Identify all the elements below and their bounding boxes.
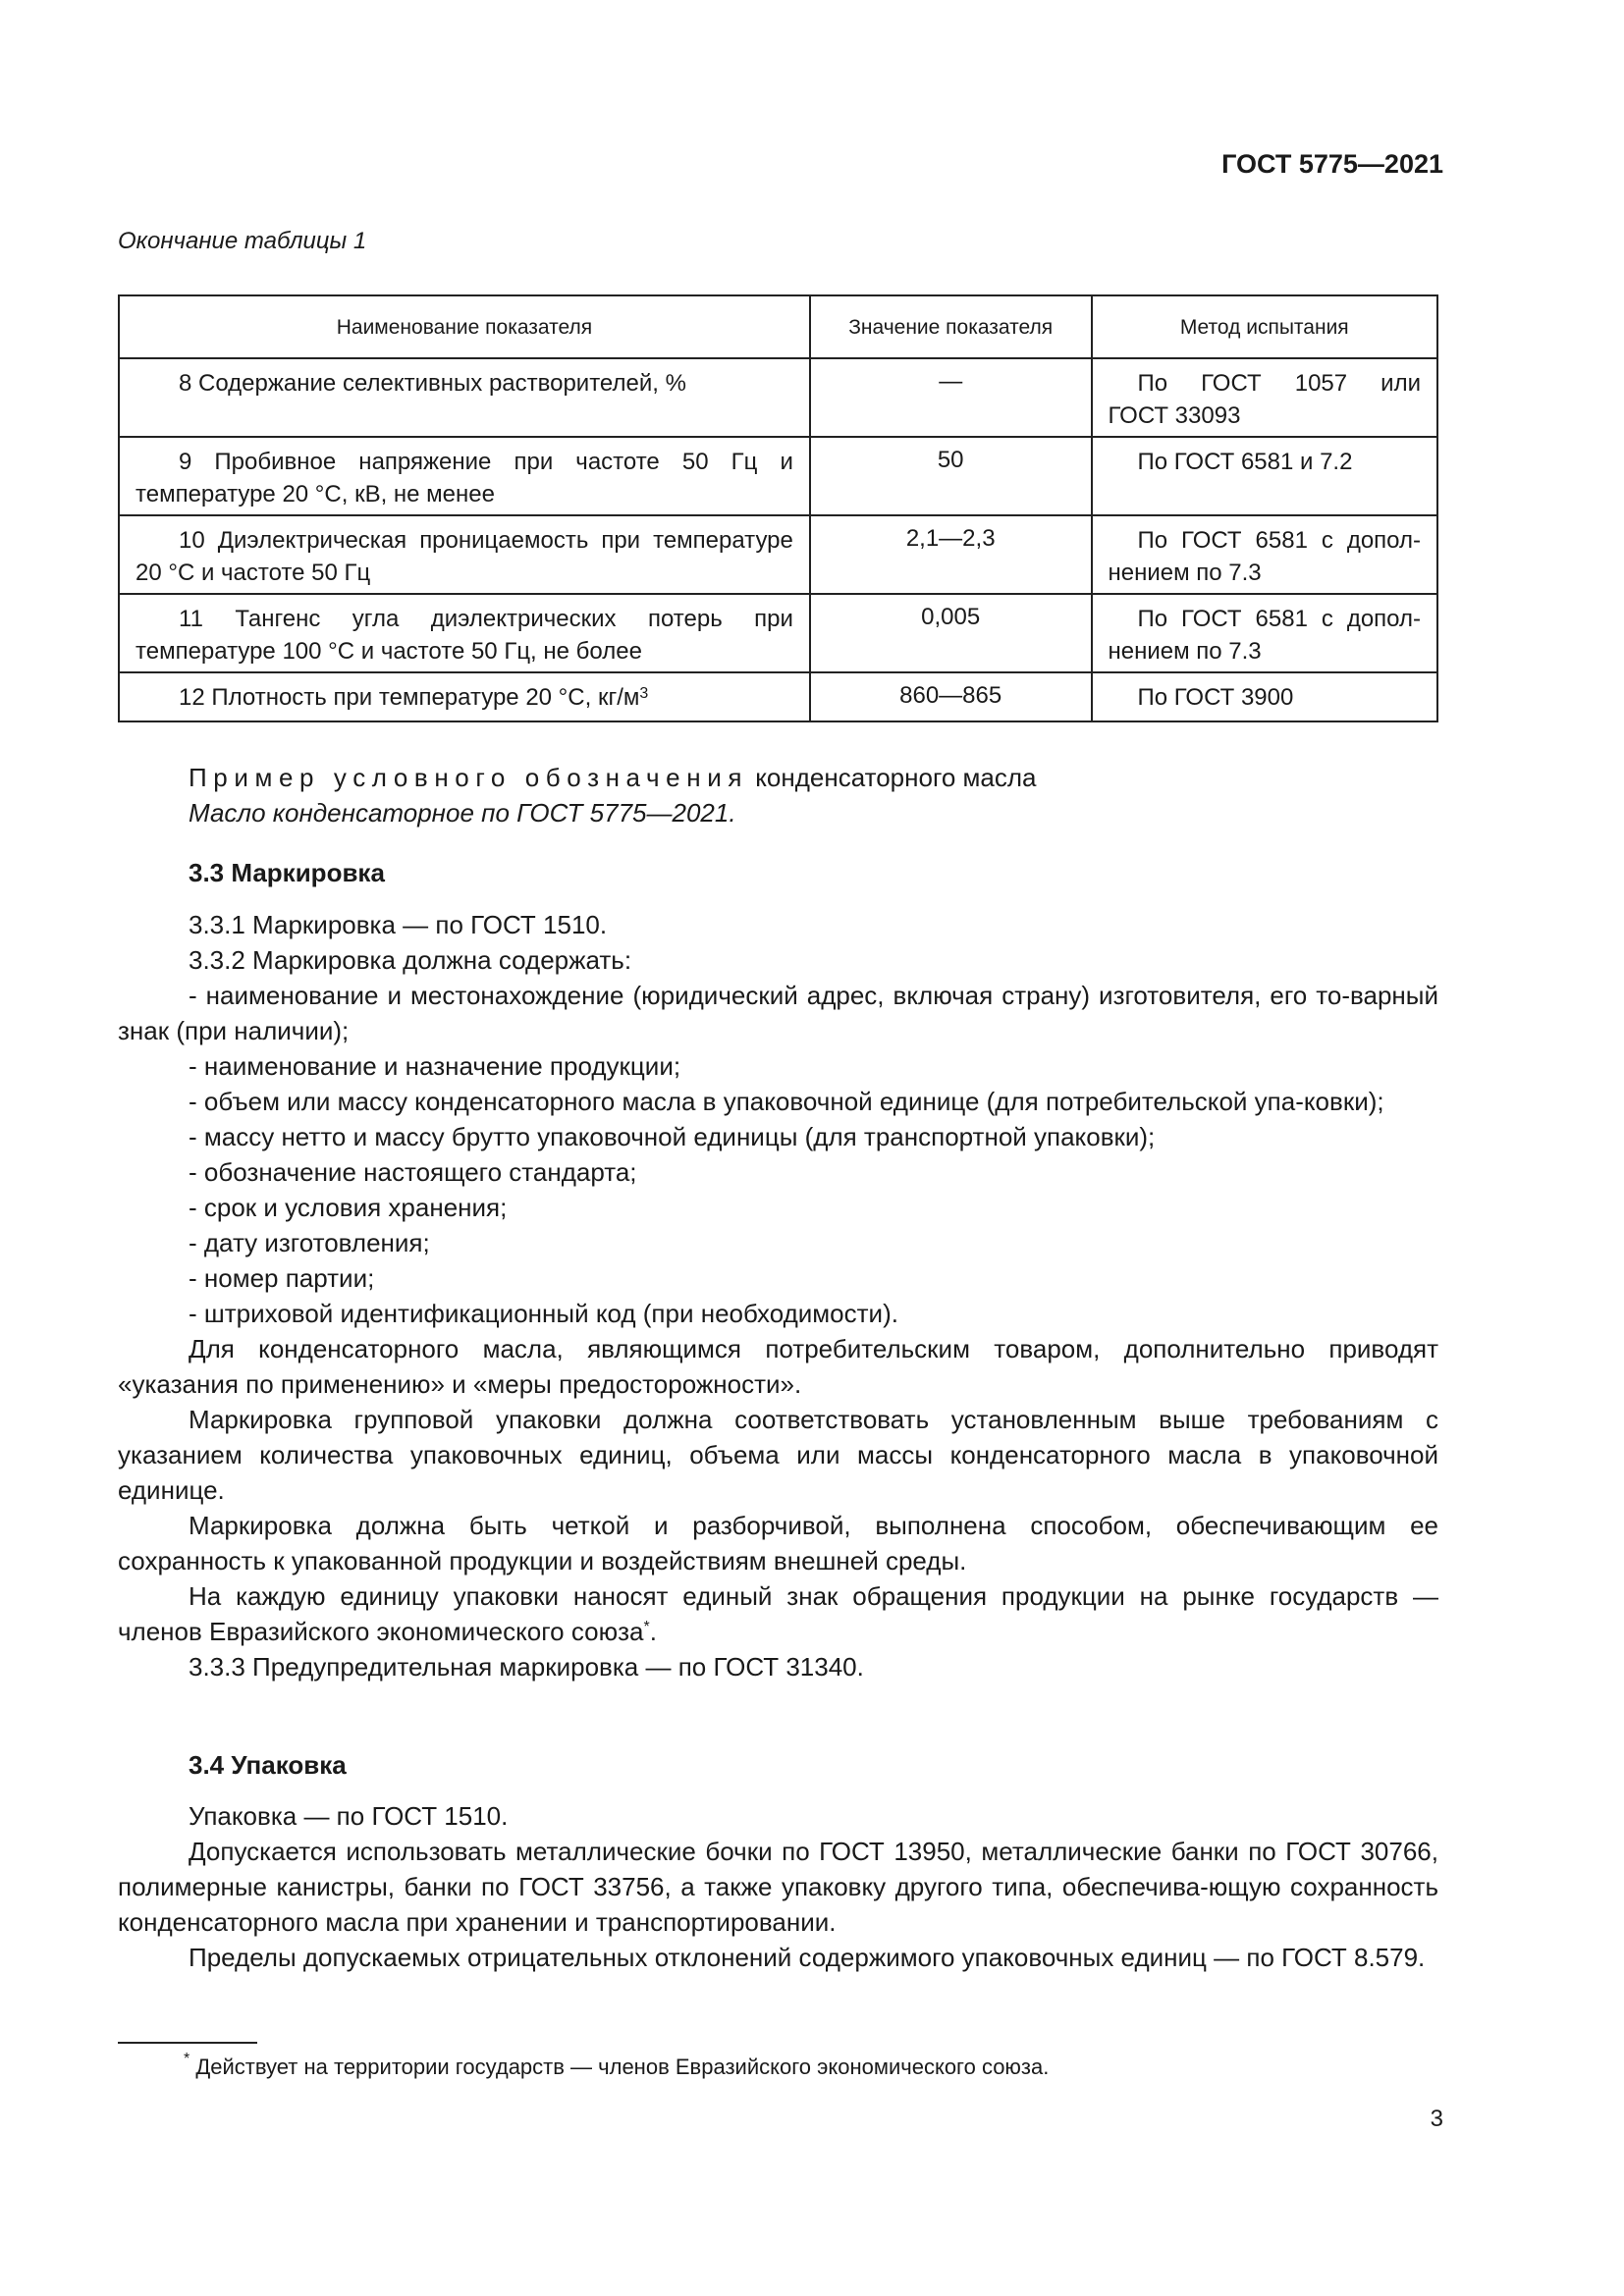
test-method: По ГОСТ 6581 с допол-нением по 7.3 [1092,515,1438,594]
test-method: По ГОСТ 3900 [1092,672,1438,721]
list-item: - наименование и назначение продукции; [189,1051,681,1081]
paragraph: 3.3.1 Маркировка — по ГОСТ 1510. [189,910,608,939]
example-label: Пример условного обозначения конденсаторного масла [189,763,1037,792]
table-row [119,358,1437,437]
list-item: - срок и условия хранения; [189,1193,508,1222]
column-header: Метод испытания [1092,295,1438,358]
table-row [119,515,1437,594]
list-item: - обозначение настоящего стандарта; [189,1157,637,1187]
indicator-name: 9 Пробивное напряжение при частоте 50 Гц и температуре 20 °С, кВ, не менее [119,437,810,515]
footnote-divider [118,2042,257,2044]
indicator-name: 12 Плотность при температуре 20 °С, $кг/м^3$ [119,672,810,721]
list-item: - объем или массу конденсаторного масла в упаковочной единице (для потребительской упа-ковки); [189,1087,1384,1116]
list-item: - массу нетто и массу брутто упаковочной единицы (для транспортной упаковки); [189,1122,1156,1151]
paragraph: Допускается использовать металлические бочки по ГОСТ 13950, металлические банки по ГОСТ 30766, полимерные канистры, банки по ГОСТ 33756, а также упаковку другого типа, обеспечива-ющую сохранность конденсаторного масла при хранении и транспортировании. [118,1837,1438,1937]
test-method: По ГОСТ 6581 и 7.2 [1092,437,1438,515]
indicator-value: 2,1—2,3 [810,515,1092,594]
indicator-value: 0,005 [810,594,1092,672]
list-item: - дату изготовления; [189,1228,430,1257]
paragraph: Упаковка — по ГОСТ 1510. [189,1801,509,1831]
table-row [119,594,1437,672]
indicator-name: 8 Содержание селективных растворителей, % [119,358,810,437]
paragraph: Маркировка должна быть четкой и разборчивой, выполнена способом, обеспечивающим ее сохранность к упакованной продукции и воздействиям внешней среды. [118,1511,1438,1575]
list-item: - штриховой идентификационный код (при необходимости). [189,1299,898,1328]
test-method: По ГОСТ 6581 с допол-нением по 7.3 [1092,594,1438,672]
paragraph: 3.3.2 Маркировка должна содержать: [189,945,632,975]
indicator-value: — [810,358,1092,437]
example-block [118,760,1438,830]
document-code: ГОСТ 5775—2021 [1221,149,1443,179]
paragraph: Пределы допускаемых отрицательных отклонений содержимого упаковочных единиц — по ГОСТ 8.579. [189,1943,1426,1972]
table-row [119,437,1437,515]
section-title: 3.4 Упаковка [189,1750,347,1780]
table-row [119,672,1437,721]
page-number: 3 [1430,2106,1443,2132]
list-item: - номер партии; [189,1263,375,1293]
example-designation: Масло конденсаторное по ГОСТ 5775—2021. [189,798,736,828]
column-header: Значение показателя [810,295,1092,358]
paragraph: Для конденсаторного масла, являющимся потребительским товаром, дополнительно приводят «указания по применению» и «меры предосторожности». [118,1334,1438,1399]
column-header: Наименование показателя [119,295,810,358]
section-3-4-text [118,1798,1438,1975]
footnote: * Действует на территории государств — членов Евразийского экономического союза. [184,2051,1050,2079]
section-title: 3.3 Маркировка [189,858,385,887]
footnote-mark: * [643,1619,650,1635]
parameters-table [118,294,1438,722]
table-caption: Окончание таблицы 1 [118,228,367,254]
paragraph: На каждую единицу упаковки наносят единый знак обращения продукции на рынке государств — членов Евразийского экономического союза*. [118,1581,1438,1646]
indicator-value: 50 [810,437,1092,515]
indicator-name: 10 Диэлектрическая проницаемость при температуре 20 °С и частоте 50 Гц [119,515,810,594]
section-3-3-text [118,907,1438,1684]
paragraph: 3.3.3 Предупредительная маркировка — по ГОСТ 31340. [189,1652,864,1682]
list-item: - наименование и местонахождение (юридический адрес, включая страну) изготовителя, его то-варный знак (при наличии); [118,981,1438,1045]
test-method: По ГОСТ 1057 или ГОСТ 33093 [1092,358,1438,437]
table-header-row [119,295,1437,358]
indicator-value: 860—865 [810,672,1092,721]
paragraph: Маркировка групповой упаковки должна соответствовать установленным выше требованиям с указанием количества упаковочных единиц, объема или массы конденсаторного масла в упаковочной единице. [118,1405,1438,1505]
indicator-name: 11 Тангенс угла диэлектрических потерь при температуре 100 °С и частоте 50 Гц, не более [119,594,810,672]
